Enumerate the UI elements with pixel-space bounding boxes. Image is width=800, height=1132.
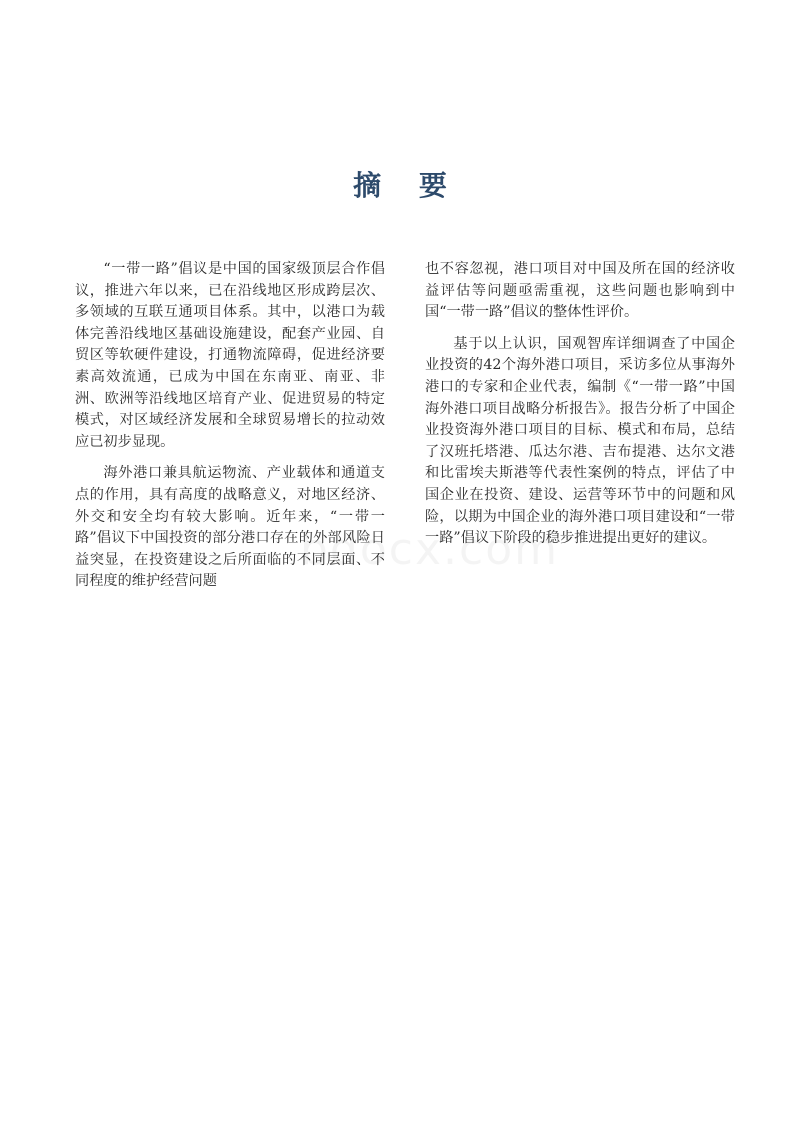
left-column bbox=[75, 259, 385, 603]
paragraph-2-continued: 也不容忽视，港口项目对中国及所在国的经济收益评估等问题亟需重视，这些问题也影响到中国“一带一路”倡议的整体性评价。 bbox=[425, 261, 735, 321]
paragraph-2: 海外港口兼具航运物流、产业载体和通道支点的作用，具有高度的战略意义，对地区经济、外交和安全均有较大影响。近年来，“一带一路”倡议下中国投资的部分港口存在的外部风险日益突显，在投资建设之后所面临的不同层面、不同程度的维护经营问题 bbox=[75, 465, 385, 590]
page-title: 摘 要 bbox=[353, 169, 461, 202]
body-columns bbox=[75, 259, 735, 603]
paragraph-1: “一带一路”倡议是中国的国家级顶层合作倡议，推进六年以来，已在沿线地区形成跨层次、多领域的互联互通项目体系。其中，以港口为载体完善沿线地区基础设施建设，配套产业园、自贸区等软硬件建设，打通物流障碍，促进经济要素高效流通，已成为中国在东南亚、南亚、非洲、欧洲等沿线地区培育产业、促进贸易的特定模式，对区域经济发展和全球贸易增长的拉动效应已初步显现。 bbox=[75, 261, 385, 450]
paragraph-3: 基于以上认识，国观智库详细调查了中国企业投资的42个海外港口项目，采访多位从事海外港口的专家和企业代表，编制《“一带一路”中国海外港口项目战略分析报告》。报告分析了中国企业投资海外港口项目的目标、模式和布局，总结了汉班托塔港、瓜达尔港、吉布提港、达尔文港和比雷埃夫斯港等代表性案例的特点，评估了中国企业在投资、建设、运营等环节中的问题和风险，以期为中国企业的海外港口项目建设和“一带一路”倡议下阶段的稳步推进提出更好的建议。 bbox=[425, 335, 735, 547]
right-column bbox=[425, 259, 735, 603]
